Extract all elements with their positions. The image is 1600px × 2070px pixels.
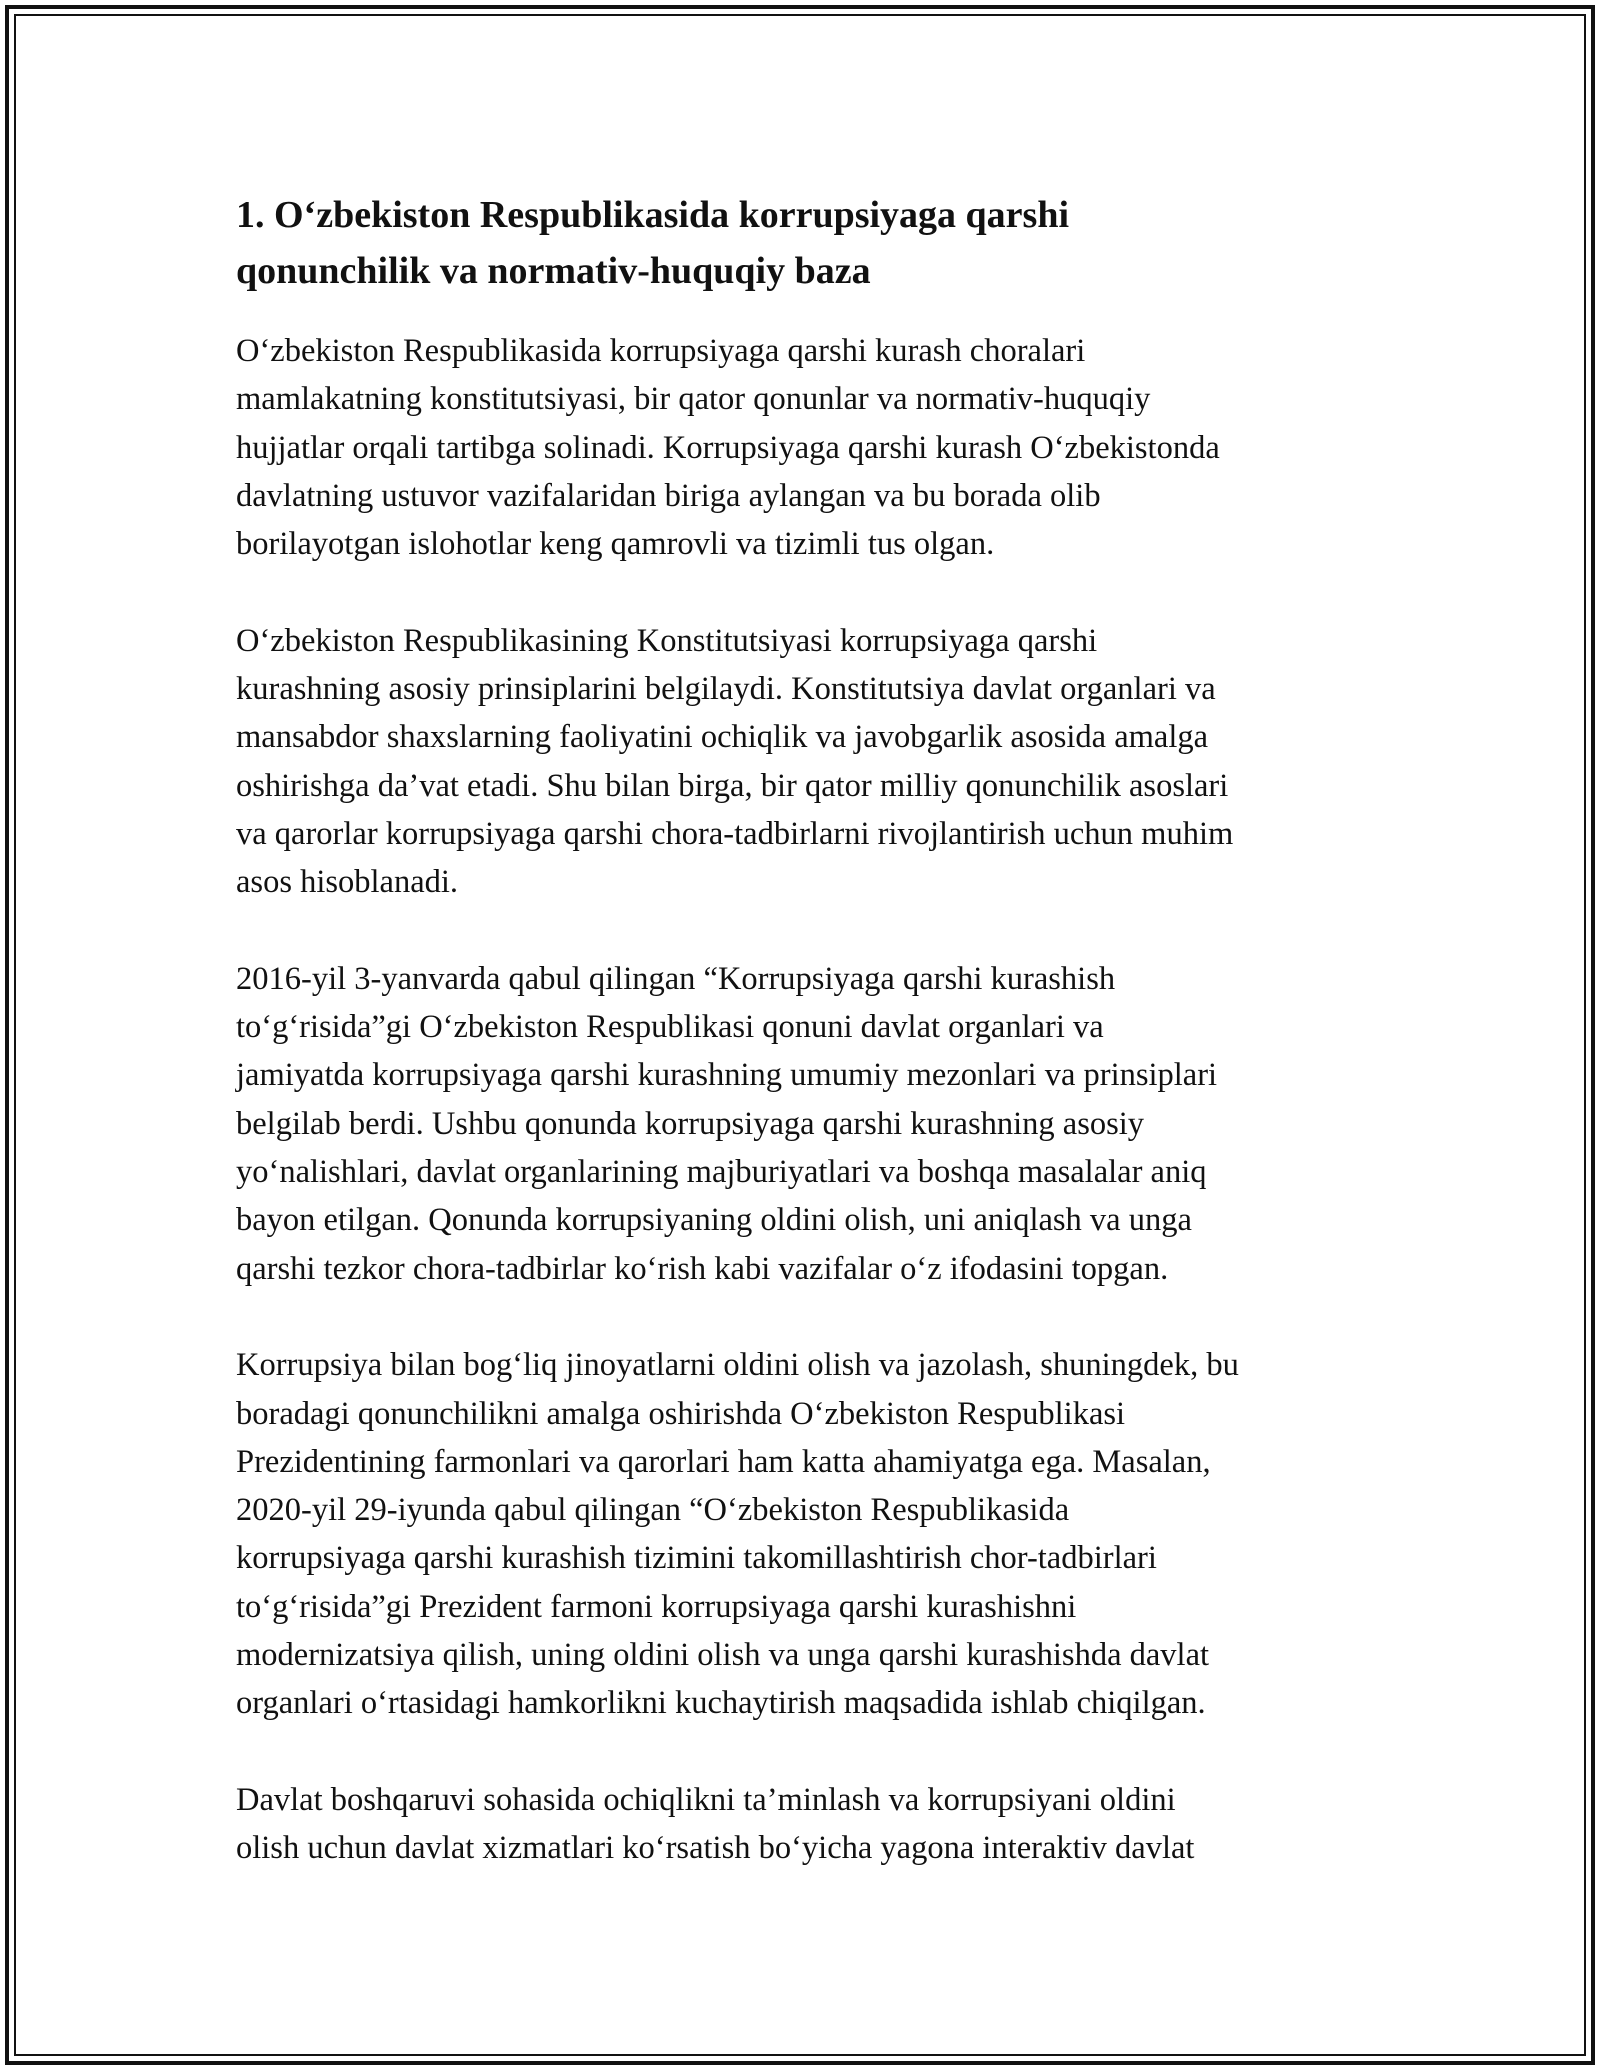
paragraph-line: bayon etilgan. Qonunda korrupsiyaning oldini olish, uni aniqlash va unga xyxy=(236,1202,1192,1239)
paragraph-line: asos hisoblanadi. xyxy=(236,864,459,901)
paragraph xyxy=(236,1341,1376,1727)
paragraph xyxy=(236,617,1376,907)
paragraph-line: yo‘nalishlari, davlat organlarining majburiyatlari va boshqa masalalar aniq xyxy=(236,1154,1207,1191)
paragraph-line: qarshi tezkor chora-tadbirlar ko‘rish kabi vazifalar o‘z ifodasini topgan. xyxy=(236,1250,1169,1287)
section-title xyxy=(236,187,1376,299)
paragraph-line: oshirishga da’vat etadi. Shu bilan birga, bir qator milliy qonunchilik asoslari xyxy=(236,767,1229,804)
paragraph-line: boradagi qonunchilikni amalga oshirishda O‘zbekiston Respublikasi xyxy=(236,1395,1126,1432)
paragraph-line: kurashning asosiy prinsiplarini belgilaydi. Konstitutsiya davlat organlari va xyxy=(236,671,1216,708)
document-body xyxy=(236,187,1376,1921)
paragraph-line: mansabdor shaxslarning faoliyatini ochiqlik va javobgarlik asosida amalga xyxy=(236,719,1209,756)
paragraph-line: mamlakatning konstitutsiyasi, bir qator qonunlar va normativ-huquqiy xyxy=(236,381,1151,418)
paragraph-line: jamiyatda korrupsiyaga qarshi kurashning umumiy mezonlari va prinsiplari xyxy=(236,1057,1218,1094)
paragraph-line: hujjatlar orqali tartibga solinadi. Korrupsiyaga qarshi kurash O‘zbekistonda xyxy=(236,429,1220,466)
paragraph-line: to‘g‘risida”gi Prezident farmoni korrupsiyaga qarshi kurashishni xyxy=(236,1588,1077,1625)
paragraph-line: 2016-yil 3-yanvarda qabul qilingan “Korrupsiyaga qarshi kurashish xyxy=(236,960,1116,997)
paragraph-line: 2020-yil 29-iyunda qabul qilingan “O‘zbekiston Respublikasida xyxy=(236,1492,1070,1529)
paragraph-line: belgilab berdi. Ushbu qonunda korrupsiyaga qarshi kurashning asosiy xyxy=(236,1105,1145,1142)
paragraph-line: O‘zbekiston Respublikasining Konstitutsiyasi korrupsiyaga qarshi xyxy=(236,622,1098,659)
paragraph-line: modernizatsiya qilish, uning oldini olish va unga qarshi kurashishda davlat xyxy=(236,1637,1210,1674)
paragraph-line: O‘zbekiston Respublikasida korrupsiyaga qarshi kurash choralari xyxy=(236,333,1086,369)
title-line: 1. O‘zbekiston Respublikasida korrupsiyaga qarshi xyxy=(236,194,1070,236)
paragraph-line: to‘g‘risida”gi O‘zbekiston Respublikasi qonuni davlat organlari va xyxy=(236,1009,1104,1046)
title-line: qonunchilik va normativ-huquqiy baza xyxy=(236,250,871,292)
paragraph-line: organlari o‘rtasidagi hamkorlikni kuchaytirish maqsadida ishlab chiqilgan. xyxy=(236,1685,1206,1722)
paragraph xyxy=(236,327,1376,568)
paragraph xyxy=(236,1776,1376,1873)
paragraph-line: korrupsiyaga qarshi kurashish tizimini takomillashtirish chor-tadbirlari xyxy=(236,1540,1157,1577)
paragraph-line: Prezidentining farmonlari va qarorlari ham katta ahamiyatga ega. Masalan, xyxy=(236,1443,1211,1480)
paragraph-line: Davlat boshqaruvi sohasida ochiqlikni ta’minlash va korrupsiyani oldini xyxy=(236,1781,1176,1818)
paragraph-line: Korrupsiya bilan bog‘liq jinoyatlarni oldini olish va jazolash, shuningdek, bu xyxy=(236,1347,1239,1384)
paragraph-line: va qarorlar korrupsiyaga qarshi chora-tadbirlarni rivojlantirish uchun muhim xyxy=(236,815,1234,852)
paragraph-line: olish uchun davlat xizmatlari ko‘rsatish bo‘yicha yagona interaktiv davlat xyxy=(236,1830,1195,1867)
paragraph xyxy=(236,955,1376,1293)
paragraph-line: borilayotgan islohotlar keng qamrovli va tizimli tus olgan. xyxy=(236,526,995,563)
paragraph-line: davlatning ustuvor vazifalaridan biriga aylangan va bu borada olib xyxy=(236,477,1101,514)
